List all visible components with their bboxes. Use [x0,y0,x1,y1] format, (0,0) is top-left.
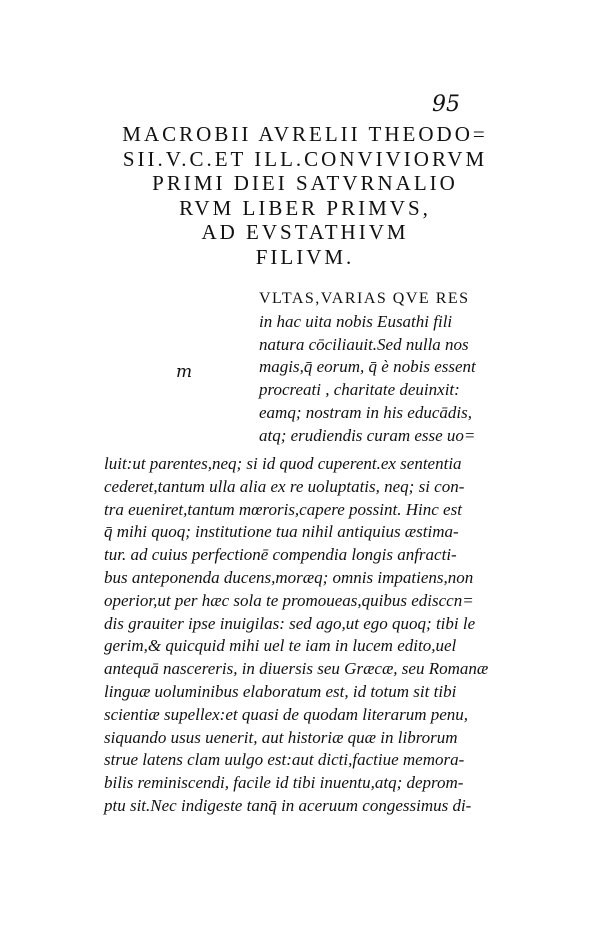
text-line: linguæ uoluminibus elaboratum est, id totum sit tibi [104,681,457,701]
text-line: tra eueniret,tantum mœroris,capere possint. Hinc est [104,499,462,519]
text-line: antequā nascereris, in diuersis seu Græcæ, seu Romanæ [104,659,489,679]
text-line: luit:ut parentes,neq; si id quod cuperent.ex sententia [104,454,462,473]
chapter-heading [95,122,515,269]
text-line: in hac uita nobis Eusathi fili [259,311,453,331]
heading-line: MACROBII AVRELII THEODO= [122,122,488,146]
page-number: 95 [432,92,460,117]
text-line: ptu sit.Nec indigeste tanq̄ in aceruum congessimus di- [104,795,472,815]
opening-paragraph [259,288,476,448]
text-line: tur. ad cuius perfectionē compendia longis anfracti- [104,545,457,565]
text-line: magis,q̄ eorum, q̄ è nobis essent [259,357,476,377]
text-line: q̄ mihi quoq; institutione tua nihil antiquius æstima- [104,522,459,542]
text-line: siquando usus uenerit, aut historiæ quæ in librorum [104,727,458,747]
text-line: scientiæ supellex:et quasi de quodam literarum penu, [104,704,469,724]
heading-line: FILIVM. [255,244,355,269]
text-line: bus anteponenda ducens,moræq; omnis impatiens,non [104,567,474,587]
heading-line: SII.V.C.ET ILL.CONVIVIORVM [122,146,488,171]
text-line: VLTAS,VARIAS QVE RES [259,290,470,307]
text-line: natura cōciliauit.Sed nulla nos [259,334,469,354]
heading-line: AD EVSTATHIVM [201,220,409,244]
drop-cap-guide-letter: m [176,362,193,382]
text-line: procreati , charitate deuinxit: [259,380,460,400]
heading-line: PRIMI DIEI SATVRNALIO [152,171,458,195]
heading-line: RVM LIBER PRIMVS, [179,195,431,220]
text-line: dis grauiter ipse inuigilas: sed ago,ut ego quoq; tibi le [104,613,476,633]
text-line: cederet,tantum ulla alia ex re uoluptatis, neq; si con- [104,476,465,496]
text-line: eamq; nostram in his educādis, [259,402,472,422]
text-line: operior,ut per hæc sola te promoueas,quibus edisccn= [104,590,474,610]
text-line: atq; erudiendis curam esse uo= [259,425,476,445]
text-line: gerim,& quicquid mihi uel te iam in lucem edito,uel [104,636,457,656]
body-paragraph [104,453,504,818]
text-line: strue latens clam uulgo est:aut dicti,factiue memora- [104,750,465,770]
text-line: bilis reminiscendi, facile id tibi inuentu,atq; deprom- [104,773,464,793]
